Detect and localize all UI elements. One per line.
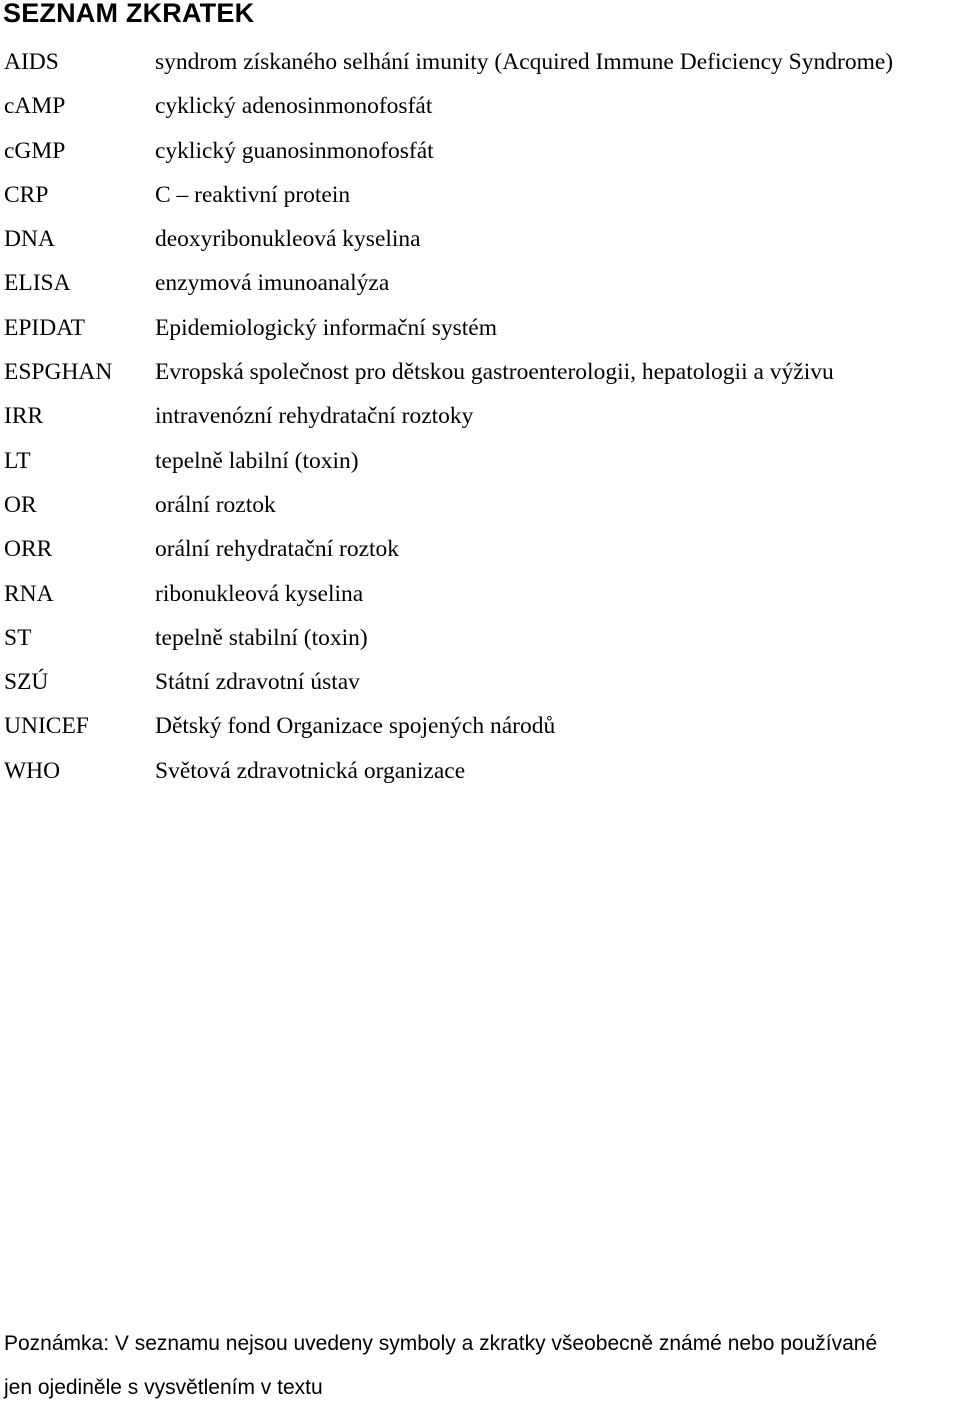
abbreviation-term: SZÚ [4, 669, 49, 696]
abbreviation-definition: orální roztok [155, 491, 276, 518]
abbreviation-row [0, 704, 960, 748]
abbreviation-term: ESPGHAN [4, 359, 113, 386]
abbreviation-term: LT [4, 447, 31, 474]
abbreviation-term: RNA [4, 580, 54, 607]
abbreviation-definition: syndrom získaného selhání imunity (Acquired Immune Deficiency Syndrome) [155, 49, 894, 75]
abbreviation-row [0, 572, 960, 616]
abbreviation-row [0, 439, 960, 483]
footnote [4, 1322, 959, 1410]
abbreviation-definition: Evropská společnost pro dětskou gastroenterologii, hepatologii a výživu [155, 359, 834, 386]
abbreviation-term: ST [4, 624, 32, 651]
abbreviation-term: cGMP [4, 137, 66, 164]
abbreviation-row [0, 350, 960, 394]
abbreviation-term: cAMP [4, 93, 66, 120]
abbreviation-term: ORR [4, 536, 53, 563]
abbreviation-term: OR [4, 491, 37, 518]
abbreviation-term: DNA [4, 226, 55, 253]
abbreviation-row [0, 261, 960, 305]
abbreviation-term: IRR [4, 403, 44, 430]
abbreviation-row [0, 306, 960, 350]
abbreviation-row [0, 483, 960, 527]
abbreviation-row [0, 129, 960, 173]
abbreviation-definition: cyklický adenosinmonofosfát [155, 93, 433, 120]
abbreviation-term: UNICEF [4, 713, 89, 740]
abbreviation-definition: cyklický guanosinmonofosfát [155, 137, 434, 164]
abbreviation-definition: Světová zdravotnická organizace [155, 757, 466, 784]
abbreviation-definition: tepelně labilní (toxin) [155, 447, 359, 474]
footnote-line: jen ojediněle s vysvětlením v textu [4, 1376, 323, 1399]
abbreviation-row [0, 749, 960, 793]
abbreviation-definition: deoxyribonukleová kyselina [155, 226, 421, 253]
abbreviation-definition: C – reaktivní protein [155, 181, 351, 208]
abbreviation-definition: Epidemiologický informační systém [155, 314, 497, 341]
page-title: SEZNAM ZKRATEK [3, 0, 255, 28]
abbreviation-row [0, 40, 960, 84]
abbreviation-row [0, 527, 960, 571]
footnote-line: Poznámka: V seznamu nejsou uvedeny symboly a zkratky všeobecně známé nebo používané [4, 1332, 878, 1355]
abbreviation-row [0, 173, 960, 217]
abbreviation-term: WHO [4, 757, 61, 784]
abbreviation-row [0, 660, 960, 704]
abbreviation-term: EPIDAT [4, 314, 85, 341]
abbreviation-row [0, 394, 960, 438]
abbreviation-row [0, 616, 960, 660]
abbreviation-term: CRP [4, 181, 49, 208]
abbreviation-list [0, 40, 960, 793]
abbreviation-row [0, 217, 960, 261]
abbreviation-definition: Dětský fond Organizace spojených národů [155, 713, 556, 740]
abbreviation-definition: tepelně stabilní (toxin) [155, 624, 368, 651]
abbreviation-definition: orální rehydratační roztok [155, 536, 400, 563]
abbreviation-definition: intravenózní rehydratační roztoky [155, 403, 474, 430]
abbreviation-definition: enzymová imunoanalýza [155, 270, 390, 297]
abbreviation-term: AIDS [4, 49, 59, 75]
abbreviation-definition: Státní zdravotní ústav [155, 669, 360, 696]
abbreviation-term: ELISA [4, 270, 71, 297]
abbreviation-row [0, 84, 960, 128]
abbreviation-definition: ribonukleová kyselina [155, 580, 364, 607]
